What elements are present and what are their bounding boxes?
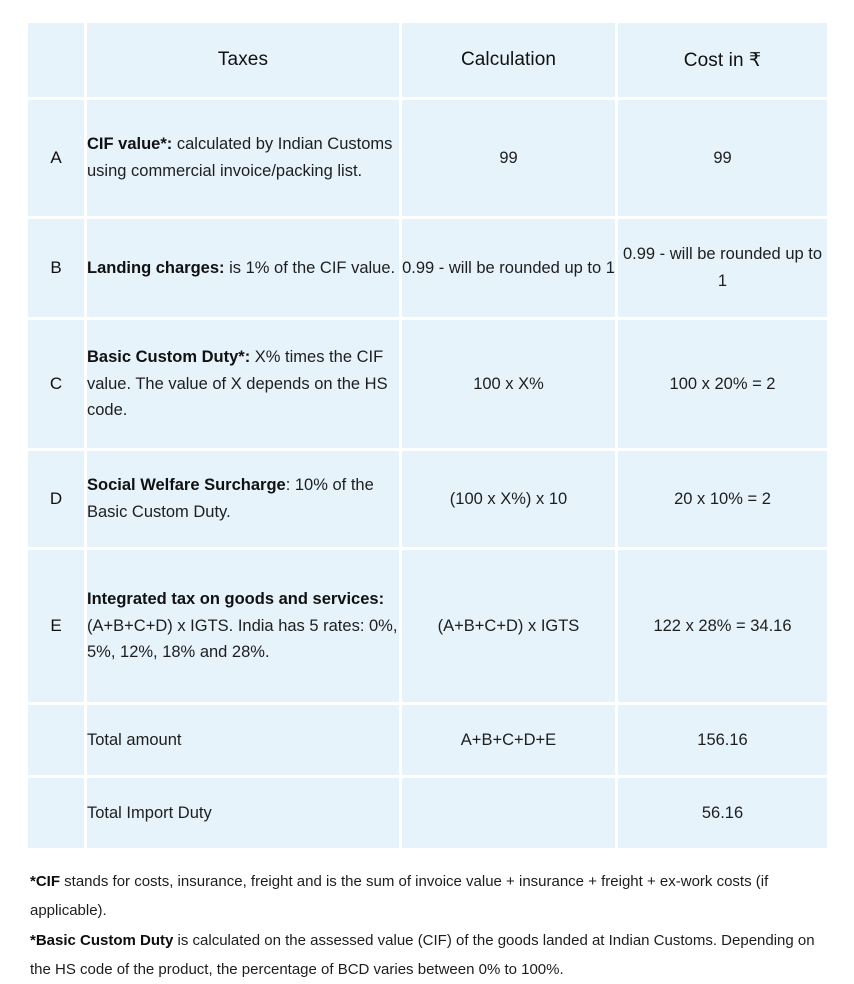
row-description-b bbox=[87, 219, 399, 317]
header-row bbox=[28, 23, 827, 97]
row-description-d-rest: : 10% of the Basic Custom Duty. bbox=[87, 476, 374, 521]
row-description-a-rest: calculated by Indian Customs using commercial invoice/packing list. bbox=[87, 135, 392, 180]
table-body bbox=[28, 100, 827, 848]
table-row bbox=[28, 219, 827, 317]
footnote-bcd-bold: *Basic Custom Duty bbox=[30, 932, 173, 949]
total-import-duty-label: Total Import Duty bbox=[87, 778, 399, 848]
footnote-cif-bold: *CIF bbox=[30, 873, 60, 890]
header-calculation: Calculation bbox=[402, 23, 615, 97]
row-letter-e: E bbox=[28, 550, 84, 702]
table-row bbox=[28, 320, 827, 448]
table-row bbox=[28, 550, 827, 702]
row-description-c-rest: X% times the CIF value. The value of X depends on the HS code. bbox=[87, 348, 388, 419]
row-description-d bbox=[87, 451, 399, 547]
row-description-c bbox=[87, 320, 399, 448]
total-import-duty-calculation bbox=[402, 778, 615, 848]
row-description-c-bold: Basic Custom Duty*: bbox=[87, 348, 250, 366]
table-header bbox=[28, 23, 827, 97]
row-cost-d: 20 x 10% = 2 bbox=[618, 451, 827, 547]
import-duty-table bbox=[25, 20, 830, 851]
row-letter-c: C bbox=[28, 320, 84, 448]
row-description-e-rest: (A+B+C+D) x IGTS. India has 5 rates: 0%, 5%, 12%, 18% and 28%. bbox=[87, 617, 397, 662]
footnote-cif bbox=[30, 867, 836, 926]
row-description-b-rest: is 1% of the CIF value. bbox=[225, 259, 396, 277]
total-amount-cost: 156.16 bbox=[618, 705, 827, 775]
row-calculation-e: (A+B+C+D) x IGTS bbox=[402, 550, 615, 702]
footnote-bcd-rest: is calculated on the assessed value (CIF) of the goods landed at Indian Customs. Depending on the HS code of the product, the percentage of BCD varies between 0% to 100%. bbox=[30, 932, 815, 978]
table-row-total-import-duty bbox=[28, 778, 827, 848]
header-letter-blank bbox=[28, 23, 84, 97]
header-cost: Cost in ₹ bbox=[618, 23, 827, 97]
row-cost-c: 100 x 20% = 2 bbox=[618, 320, 827, 448]
row-calculation-c: 100 x X% bbox=[402, 320, 615, 448]
row-letter-b: B bbox=[28, 219, 84, 317]
table-row bbox=[28, 100, 827, 216]
total-import-duty-letter-blank bbox=[28, 778, 84, 848]
footnote-bcd bbox=[30, 926, 836, 984]
row-cost-b: 0.99 - will be rounded up to 1 bbox=[618, 219, 827, 317]
footnotes bbox=[28, 867, 836, 984]
row-cost-a: 99 bbox=[618, 100, 827, 216]
header-taxes: Taxes bbox=[87, 23, 399, 97]
total-amount-calculation: A+B+C+D+E bbox=[402, 705, 615, 775]
total-import-duty-cost: 56.16 bbox=[618, 778, 827, 848]
row-description-e-bold: Integrated tax on goods and services: bbox=[87, 590, 384, 608]
row-calculation-a: 99 bbox=[402, 100, 615, 216]
row-description-a bbox=[87, 100, 399, 216]
table-row-total-amount bbox=[28, 705, 827, 775]
row-calculation-d: (100 x X%) x 10 bbox=[402, 451, 615, 547]
total-amount-label: Total amount bbox=[87, 705, 399, 775]
row-cost-e: 122 x 28% = 34.16 bbox=[618, 550, 827, 702]
row-letter-a: A bbox=[28, 100, 84, 216]
row-letter-d: D bbox=[28, 451, 84, 547]
row-description-a-bold: CIF value*: bbox=[87, 135, 172, 153]
total-amount-letter-blank bbox=[28, 705, 84, 775]
footnote-cif-rest: stands for costs, insurance, freight and is the sum of invoice value + insurance + freight + ex-work costs (if applicable). bbox=[30, 873, 768, 919]
table-row bbox=[28, 451, 827, 547]
row-calculation-b: 0.99 - will be rounded up to 1 bbox=[402, 219, 615, 317]
row-description-e bbox=[87, 550, 399, 702]
row-description-b-bold: Landing charges: bbox=[87, 259, 225, 277]
row-description-d-bold: Social Welfare Surcharge bbox=[87, 476, 286, 494]
